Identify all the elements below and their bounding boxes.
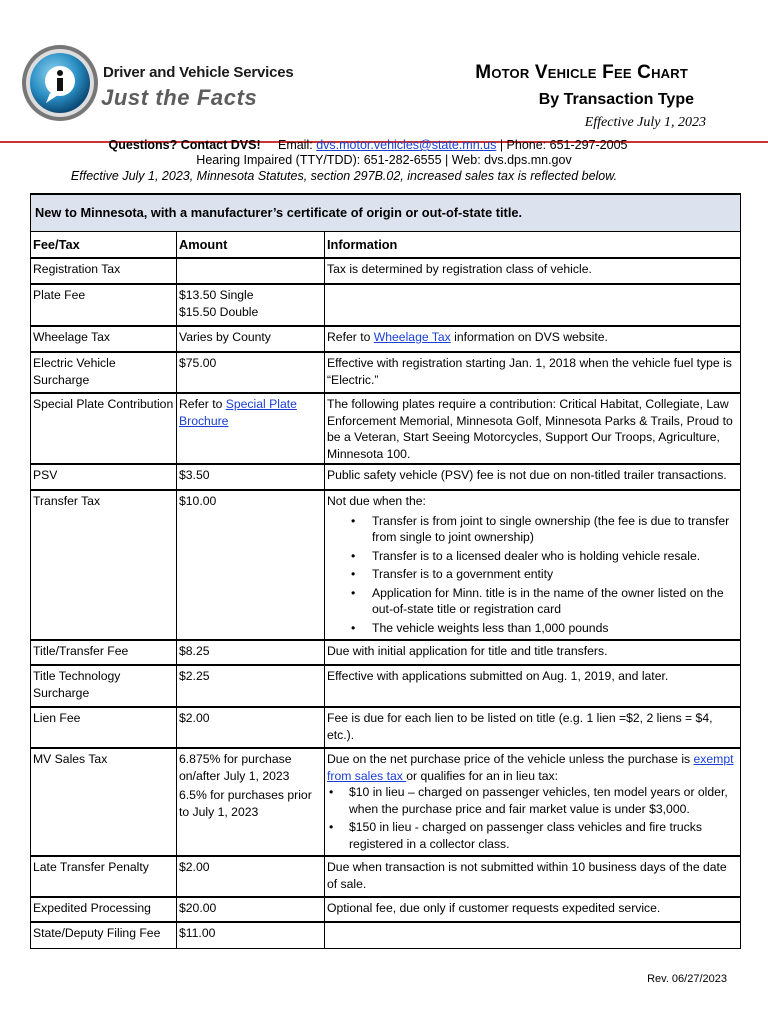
page-subtitle: By Transaction Type: [538, 91, 694, 108]
amount-cell: $2.00: [177, 856, 325, 897]
info-cell: [325, 284, 741, 326]
info-cell: [325, 326, 741, 352]
info-cell: Tax is determined by registration class of vehicle.: [325, 258, 741, 284]
fee-cell: Title Technology Surcharge: [31, 665, 177, 707]
table-row: [31, 665, 741, 707]
contact-questions: Questions? Contact DVS!: [108, 138, 261, 152]
table-row: [31, 922, 741, 948]
table-row: [31, 640, 741, 665]
table-row: [31, 897, 741, 922]
header-amount: Amount: [177, 231, 325, 258]
list-item: • $150 in lieu - charged on passenger class vehicles and fire trucks registered in a collector class.: [327, 819, 738, 852]
fee-cell: Wheelage Tax: [31, 326, 177, 352]
table-banner: New to Minnesota, with a manufacturer’s certificate of origin or out-of-state title.: [31, 194, 741, 231]
header-information: Information: [325, 231, 741, 258]
fee-cell: State/Deputy Filing Fee: [31, 922, 177, 948]
table-row: [31, 258, 741, 284]
table-row: [31, 464, 741, 490]
amount-cell: $2.00: [177, 707, 325, 748]
email-link[interactable]: dvs.motor.vehicles@state.mn.us: [316, 138, 497, 152]
amount-cell: $20.00: [177, 897, 325, 922]
exempt-sales-tax-link[interactable]: exempt from sales tax: [327, 752, 734, 783]
list-item: • Transfer is from joint to single ownership (the fee is due to transfer from single to joint ownership): [327, 513, 738, 546]
amount-line: 6.875% for purchase on/after July 1, 2023: [179, 752, 292, 783]
brand-line-2: Just the Facts: [101, 85, 258, 110]
fee-cell: Title/Transfer Fee: [31, 640, 177, 665]
table-row: [31, 393, 741, 464]
info-text: information on DVS website.: [450, 330, 608, 344]
table-row: [31, 284, 741, 326]
amount-cell: Varies by County: [177, 326, 325, 352]
page-title: Motor Vehicle Fee Chart: [475, 62, 688, 83]
amount-cell: $75.00: [177, 352, 325, 393]
info-text: Due on the net purchase price of the vehicle unless the purchase is: [327, 752, 694, 766]
info-cell: Effective with registration starting Jan. 1, 2018 when the vehicle fuel type is “Electric.”: [325, 352, 741, 393]
table-header-row: [31, 231, 741, 258]
info-paragraph: [327, 751, 738, 784]
amount-text: Refer to: [179, 397, 226, 411]
info-cell: [325, 490, 741, 640]
fee-cell: Plate Fee: [31, 284, 177, 326]
amount-line: $13.50 Single: [179, 288, 254, 302]
fee-cell: PSV: [31, 464, 177, 490]
table-row: [31, 490, 741, 640]
info-cell: The following plates require a contribution: Critical Habitat, Collegiate, Law Enforcement Memorial, Minnesota Golf, Minnesota Parks & Trails, Proud to be a Veteran, Start Seeing Motorcycles, Support Our Troops, Agriculture, Minnesota 100.: [325, 393, 741, 464]
list-item: • Transfer is to a government entity: [327, 566, 738, 583]
in-lieu-list: [327, 784, 738, 852]
info-cell: [325, 922, 741, 948]
fee-cell: MV Sales Tax: [31, 748, 177, 856]
table-row: [31, 707, 741, 748]
list-item: • Application for Minn. title is in the name of the owner listed on the out-of-state title or registration card: [327, 585, 738, 618]
transfer-exemption-list: [327, 513, 738, 637]
contact-line-1: [0, 138, 752, 152]
phone-text: | Phone: 651-297-2005: [499, 138, 628, 152]
table-row: [31, 856, 741, 897]
amount-cell: [177, 284, 325, 326]
fee-cell: Special Plate Contribution: [31, 393, 177, 464]
list-item: • The vehicle weights less than 1,000 pounds: [327, 620, 738, 637]
fee-cell: Transfer Tax: [31, 490, 177, 640]
amount-line: 6.5% for purchases prior to July 1, 2023: [179, 788, 312, 819]
info-cell: Effective with applications submitted on Aug. 1, 2019, and later.: [325, 665, 741, 707]
fee-cell: Late Transfer Penalty: [31, 856, 177, 897]
info-cell: Due when transaction is not submitted within 10 business days of the date of sale.: [325, 856, 741, 897]
fee-cell: Expedited Processing: [31, 897, 177, 922]
info-icon: [20, 43, 100, 123]
info-cell: Optional fee, due only if customer requests expedited service.: [325, 897, 741, 922]
amount-cell: $2.25: [177, 665, 325, 707]
table-row: [31, 352, 741, 393]
list-item: • Transfer is to a licensed dealer who is holding vehicle resale.: [327, 548, 738, 565]
table-banner-row: [31, 194, 741, 231]
contact-line-2: Hearing Impaired (TTY/TDD): 651-282-6555 | Web: dvs.dps.mn.gov: [196, 153, 572, 167]
brand-line-1: Driver and Vehicle Services: [103, 64, 294, 81]
header-fee: Fee/Tax: [31, 231, 177, 258]
fee-cell: Registration Tax: [31, 258, 177, 284]
email-label: Email:: [277, 138, 313, 152]
amount-cell: [177, 393, 325, 464]
fee-table: [30, 193, 741, 949]
info-text: or qualifies for an in lieu tax:: [406, 768, 558, 783]
special-plate-brochure-link[interactable]: Special Plate Brochure: [179, 397, 297, 428]
info-cell: [325, 748, 741, 856]
info-cell: Public safety vehicle (PSV) fee is not due on non-titled trailer transactions.: [325, 464, 741, 490]
amount-cell: [177, 748, 325, 856]
info-cell: Due with initial application for title and title transfers.: [325, 640, 741, 665]
info-cell: Fee is due for each lien to be listed on title (e.g. 1 lien =$2, 2 liens = $4, etc.).: [325, 707, 741, 748]
revision-date: Rev. 06/27/2023: [647, 973, 727, 985]
amount-cell: $10.00: [177, 490, 325, 640]
statute-note: Effective July 1, 2023, Minnesota Statutes, section 297B.02, increased sales tax is reflected below.: [70, 169, 618, 183]
fee-cell: Lien Fee: [31, 707, 177, 748]
wheelage-tax-link[interactable]: Wheelage Tax: [373, 330, 451, 344]
list-item: • $10 in lieu – charged on passenger vehicles, ten model years or older, when the purchase price and fair market value is under $3,000.: [327, 784, 738, 817]
amount-cell: $11.00: [177, 922, 325, 948]
info-text: Not due when the:: [327, 494, 426, 508]
fee-cell: Electric Vehicle Surcharge: [31, 352, 177, 393]
amount-line: $15.50 Double: [179, 304, 259, 319]
table-row: [31, 748, 741, 856]
table-row: [31, 326, 741, 352]
info-text: Refer to: [327, 330, 374, 344]
amount-cell: $3.50: [177, 464, 325, 490]
effective-date: Effective July 1, 2023: [584, 115, 706, 130]
amount-cell: [177, 258, 325, 284]
amount-cell: $8.25: [177, 640, 325, 665]
